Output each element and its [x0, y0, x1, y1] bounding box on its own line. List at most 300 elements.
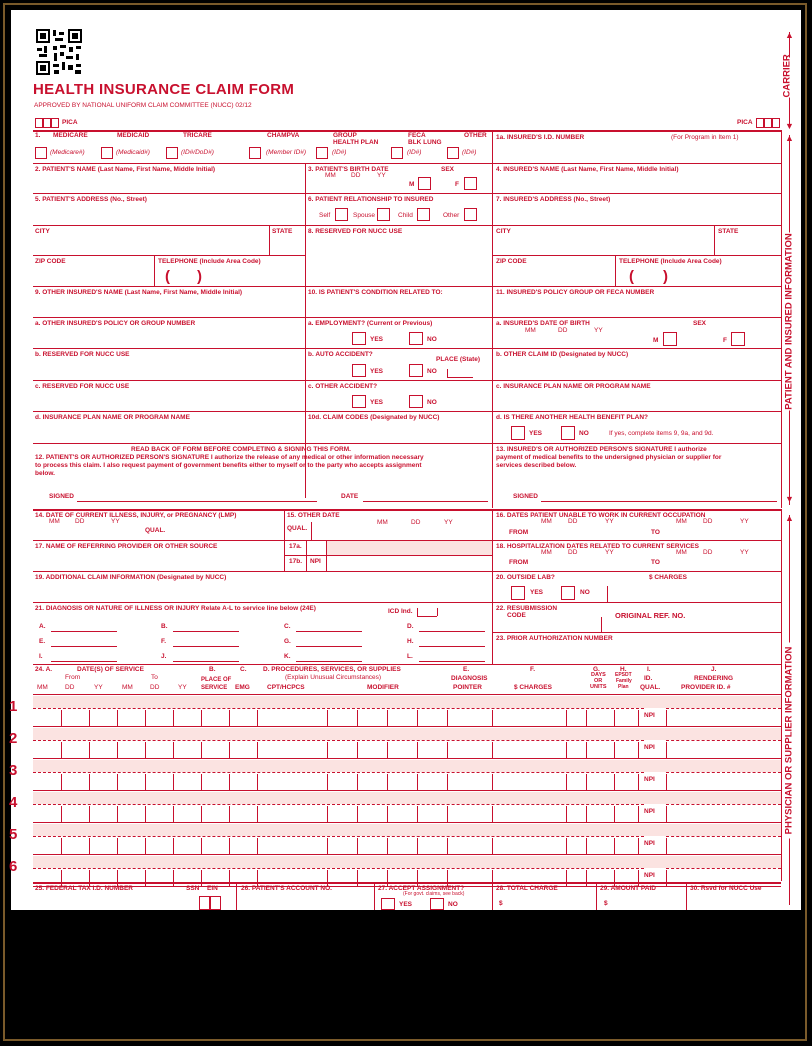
other-plan-yes-checkbox[interactable]	[511, 426, 525, 440]
charges-col-label: $ CHARGES	[514, 684, 552, 691]
service-line-shade	[33, 696, 781, 708]
patient-side-label: PATIENT AND INSURED INFORMATION	[783, 233, 795, 410]
employment-no-checkbox[interactable]	[409, 332, 423, 345]
yy-label: YY	[740, 549, 749, 556]
assign-no-checkbox[interactable]	[430, 898, 444, 910]
amount-paid-label: 29. AMOUNT PAID	[600, 885, 656, 892]
plan-label: Plan	[618, 684, 629, 690]
auto-yes-checkbox[interactable]	[352, 364, 366, 377]
i-label: I.	[647, 666, 651, 673]
rule	[492, 130, 493, 508]
other-label: OTHER	[464, 132, 487, 139]
rule	[173, 870, 174, 886]
rule	[33, 411, 781, 412]
state-label: STATE	[718, 228, 739, 235]
yy-label: YY	[605, 518, 614, 525]
claim-form-page	[11, 10, 801, 910]
rule	[666, 838, 667, 854]
dd-label: DD	[558, 327, 568, 334]
rule	[145, 838, 146, 854]
diag-e-label: E.	[39, 638, 46, 645]
rule	[33, 822, 781, 823]
row-number: 2	[9, 730, 18, 747]
insured-sex-f-checkbox[interactable]	[731, 332, 745, 346]
g-label: G.	[593, 666, 600, 673]
rule	[566, 806, 567, 822]
mm-label: MM	[122, 684, 133, 691]
outside-lab-label: 20. OUTSIDE LAB?	[496, 574, 555, 581]
dd-label: DD	[351, 172, 361, 179]
c-label: C.	[240, 666, 247, 673]
rule	[145, 742, 146, 758]
unable-to-work-label: 16. DATES PATIENT UNABLE TO WORK IN CURRENT OCCUPATION	[496, 512, 706, 519]
rule	[447, 870, 448, 886]
diag-h-input[interactable]	[419, 646, 485, 647]
rule	[638, 838, 639, 854]
diag-l-label: L.	[407, 653, 413, 660]
reserved-8-label: 8. RESERVED FOR NUCC USE	[308, 228, 403, 235]
prior-auth-label: 23. PRIOR AUTHORIZATION NUMBER	[496, 635, 613, 642]
rule	[357, 838, 358, 854]
rule	[586, 742, 587, 758]
rule	[33, 317, 781, 318]
diag-j-label: J.	[161, 653, 167, 660]
mm-label: MM	[525, 327, 536, 334]
rule	[33, 664, 781, 665]
item1-number: 1.	[35, 132, 41, 139]
id-label: ID.	[644, 675, 653, 682]
feca-checkbox[interactable]	[391, 147, 403, 159]
other-checkbox[interactable]	[447, 147, 459, 159]
ein-checkbox[interactable]	[210, 896, 221, 910]
diag-g-label: G.	[284, 638, 291, 645]
yy-label: YY	[605, 549, 614, 556]
arrow-up-icon: ▲	[785, 30, 794, 40]
rule	[447, 710, 448, 726]
diag-b-label: B.	[161, 623, 168, 630]
cpt-label: CPT/HCPCS	[267, 684, 305, 691]
rule	[566, 838, 567, 854]
assign-yes-checkbox[interactable]	[381, 898, 395, 910]
rule	[33, 740, 644, 741]
group-checkbox[interactable]	[316, 147, 328, 159]
other-acc-yes-checkbox[interactable]	[352, 395, 366, 408]
rule	[492, 255, 781, 256]
pica-left-box[interactable]	[35, 118, 43, 128]
rule	[145, 774, 146, 790]
rule	[714, 225, 715, 255]
rule	[666, 742, 667, 758]
yes-label: YES	[370, 336, 384, 343]
17a-label: 17a.	[289, 543, 302, 550]
npi-label: NPI	[644, 872, 655, 879]
rule	[492, 870, 493, 886]
rule	[305, 348, 781, 349]
medicare-checkbox[interactable]	[35, 147, 47, 159]
rule	[387, 774, 388, 790]
federal-tax-label: 25. FEDERAL TAX I.D. NUMBER	[35, 885, 133, 892]
icd-ind-input[interactable]	[417, 616, 437, 617]
rule	[327, 870, 328, 886]
rule	[615, 255, 616, 286]
employment-yes-checkbox[interactable]	[352, 332, 366, 345]
qual-label: QUAL.	[145, 527, 166, 534]
relationship-label: 6. PATIENT RELATIONSHIP TO INSURED	[308, 196, 434, 203]
rule	[145, 710, 146, 726]
emg-label: EMG	[235, 684, 250, 691]
mm-label: MM	[541, 549, 552, 556]
insured-dob-label: a. INSURED'S DATE OF BIRTH	[496, 320, 590, 327]
outside-lab-no-checkbox[interactable]	[561, 586, 575, 600]
zip-label: ZIP CODE	[496, 258, 527, 265]
rule	[357, 710, 358, 726]
additional-claim-label: 19. ADDITIONAL CLAIM INFORMATION (Designated by NUCC)	[35, 574, 227, 581]
telephone-label: TELEPHONE (Include Area Code)	[619, 258, 722, 265]
champva-checkbox[interactable]	[249, 147, 261, 159]
rule	[447, 742, 448, 758]
rule	[638, 742, 639, 758]
dates-of-service-label: DATE(S) OF SERVICE	[77, 666, 144, 673]
outside-lab-yes-checkbox[interactable]	[511, 586, 525, 600]
rule	[447, 369, 448, 377]
mm-label: MM	[37, 684, 48, 691]
rule	[257, 774, 258, 790]
rendering-label: RENDERING	[694, 675, 734, 682]
npi-label: NPI	[644, 840, 655, 847]
diag-c-input[interactable]	[296, 631, 362, 632]
rule	[284, 555, 492, 556]
rule	[417, 742, 418, 758]
arrow-down-icon: ▼	[785, 494, 794, 504]
rule	[173, 774, 174, 790]
rule	[311, 522, 312, 540]
diag-i-input[interactable]	[51, 661, 117, 662]
diag-j-input[interactable]	[173, 661, 239, 662]
rule	[614, 838, 615, 854]
insured-signature-text-3: services described below.	[496, 462, 577, 469]
rule	[614, 870, 615, 886]
yes-label: YES	[399, 901, 413, 908]
signed-label: SIGNED	[513, 493, 538, 500]
rule	[387, 870, 388, 886]
to-label: TO	[651, 559, 660, 566]
rule	[61, 742, 62, 758]
diag-b-input[interactable]	[173, 631, 239, 632]
place-state-input[interactable]	[447, 377, 473, 378]
days-label: DAYS	[591, 672, 606, 678]
rule	[357, 774, 358, 790]
sex-m-checkbox[interactable]	[418, 177, 431, 190]
rule	[257, 870, 258, 886]
spouse-label: Spouse	[353, 212, 376, 219]
rule	[666, 804, 781, 805]
row-number: 3	[9, 762, 18, 779]
rule	[145, 870, 146, 886]
signature-line[interactable]	[77, 501, 317, 502]
from-label: FROM	[509, 529, 529, 536]
modifier-label: MODIFIER	[367, 684, 399, 691]
diag-g-input[interactable]	[296, 646, 362, 647]
npi-label: NPI	[310, 558, 321, 565]
form-title: HEALTH INSURANCE CLAIM FORM	[33, 81, 295, 98]
place-state-label: PLACE (State)	[436, 356, 481, 363]
yy-label: YY	[377, 172, 386, 179]
rule	[666, 710, 667, 726]
diag-l-input[interactable]	[419, 661, 485, 662]
rule	[89, 774, 90, 790]
rule	[201, 774, 202, 790]
rule	[601, 617, 602, 632]
other-plan-no-checkbox[interactable]	[561, 426, 575, 440]
pointer-label: POINTER	[453, 684, 482, 691]
diag-i-label: I.	[39, 653, 43, 660]
rule	[117, 870, 118, 886]
reserved-30-label: 30. Rsvd for NUCC Use	[690, 885, 762, 892]
sex-f-checkbox[interactable]	[464, 177, 477, 190]
rule	[666, 870, 667, 886]
rule	[89, 742, 90, 758]
service-line-shade	[33, 856, 781, 868]
charges-label: $ CHARGES	[649, 574, 687, 581]
yes-label: YES	[370, 368, 384, 375]
child-checkbox[interactable]	[417, 208, 430, 221]
no-label: NO	[427, 399, 437, 406]
rule	[33, 708, 644, 709]
paren-open: (	[629, 268, 634, 285]
pica-left-box[interactable]	[43, 118, 51, 128]
dd-label: DD	[703, 518, 713, 525]
arrow-up-icon: ▲	[785, 133, 794, 143]
physician-side-label: PHYSICIAN OR SUPPLIER INFORMATION	[784, 643, 795, 839]
npi-label: NPI	[644, 712, 655, 719]
mm-label: MM	[676, 549, 687, 556]
family-label: Family	[616, 678, 632, 684]
feca-sub: (ID#)	[407, 149, 422, 156]
dd-label: DD	[150, 684, 160, 691]
plan-name-11c-label: c. INSURANCE PLAN NAME OR PROGRAM NAME	[496, 383, 651, 390]
row-number: 4	[9, 794, 18, 811]
insured-signature-line[interactable]	[541, 501, 777, 502]
rule	[229, 742, 230, 758]
claim-codes-label: 10d. CLAIM CODES (Designated by NUCC)	[308, 414, 440, 421]
account-no-label: 26. PATIENT'S ACCOUNT NO.	[241, 885, 332, 892]
birth-date-label: 3. PATIENT'S BIRTH DATE	[308, 166, 389, 173]
rule	[417, 710, 418, 726]
rule	[201, 710, 202, 726]
diag-a-input[interactable]	[51, 631, 117, 632]
service-line-shade	[33, 728, 781, 740]
employment-label: a. EMPLOYMENT? (Current or Previous)	[308, 320, 433, 327]
accept-assignment-label: 27. ACCEPT ASSIGNMENT?	[378, 885, 465, 892]
paren-close: )	[663, 268, 668, 285]
rule	[89, 710, 90, 726]
rule	[387, 710, 388, 726]
rule	[417, 608, 418, 616]
yes-label: YES	[529, 430, 543, 437]
rule	[154, 255, 155, 286]
rule	[33, 163, 781, 164]
rule	[586, 806, 587, 822]
npi-label: NPI	[644, 744, 655, 751]
approved-line: APPROVED BY NATIONAL UNIFORM CLAIM COMMITTEE (NUCC) 02/12	[34, 102, 252, 109]
rule	[33, 758, 781, 759]
diag-c-label: C.	[284, 623, 291, 630]
rule	[257, 838, 258, 854]
spouse-checkbox[interactable]	[377, 208, 390, 221]
self-checkbox[interactable]	[335, 208, 348, 221]
rule	[387, 806, 388, 822]
reserved-9c-label: c. RESERVED FOR NUCC USE	[35, 383, 130, 390]
city-label: CITY	[35, 228, 50, 235]
to-label: TO	[651, 529, 660, 536]
rule	[229, 774, 230, 790]
pica-right-label: PICA	[737, 119, 753, 126]
rule	[666, 708, 781, 709]
program-label: (For Program in Item 1)	[671, 134, 739, 141]
govt-claims-note: (For govt. claims, see back)	[403, 891, 465, 897]
medicaid-sub: (Medicaid#)	[116, 149, 150, 156]
medicaid-checkbox[interactable]	[101, 147, 113, 159]
dd-label: DD	[411, 519, 421, 526]
rule	[326, 541, 327, 571]
pica-left-box[interactable]	[51, 118, 59, 128]
diag-e-input[interactable]	[51, 646, 117, 647]
date-line[interactable]	[363, 501, 488, 502]
diag-f-input[interactable]	[173, 646, 239, 647]
other-accident-label: c. OTHER ACCIDENT?	[308, 383, 378, 390]
no-label: NO	[579, 430, 589, 437]
diag-k-input[interactable]	[296, 661, 362, 662]
condition-label: 10. IS PATIENT'S CONDITION RELATED TO:	[308, 289, 443, 296]
rule	[117, 838, 118, 854]
auto-no-checkbox[interactable]	[409, 364, 423, 377]
ssn-label: SSN	[186, 885, 200, 892]
rule	[33, 772, 644, 773]
yy-label: YY	[740, 518, 749, 525]
rule	[33, 443, 781, 444]
group-label: GROUP	[333, 132, 357, 139]
insured-address-label: 7. INSURED'S ADDRESS (No., Street)	[496, 196, 611, 203]
rule	[201, 742, 202, 758]
mm-label: MM	[676, 518, 687, 525]
rule	[201, 838, 202, 854]
yy-label: YY	[444, 519, 453, 526]
sex-f-label: F	[723, 337, 727, 344]
rule	[33, 854, 781, 855]
rule	[614, 806, 615, 822]
tricare-label: TRICARE	[183, 132, 212, 139]
other-claim-id-label: b. OTHER CLAIM ID (Designated by NUCC)	[496, 351, 629, 358]
total-charge-label: 28. TOTAL CHARGE	[496, 885, 558, 892]
paren-open: (	[165, 268, 170, 285]
insured-signature-text: 13. INSURED'S OR AUTHORIZED PERSON'S SIGNATURE I authorize	[496, 446, 707, 453]
rule	[33, 804, 644, 805]
medicare-sub: (Medicare#)	[50, 149, 85, 156]
rule	[447, 838, 448, 854]
rule	[33, 694, 781, 695]
rule	[417, 806, 418, 822]
rule	[257, 806, 258, 822]
self-label: Self	[319, 212, 331, 219]
patient-signature-text-2: to process this claim. I also request payment of government benefits either to myself or to the party who accepts assignment	[35, 462, 422, 469]
complete-note: If yes, complete items 9, 9a, and 9d.	[609, 430, 714, 437]
rule	[33, 380, 781, 381]
zip-label: ZIP CODE	[35, 258, 66, 265]
other-policy-label: a. OTHER INSURED'S POLICY OR GROUP NUMBER	[35, 320, 196, 327]
rule	[492, 742, 493, 758]
amount-paid-dollar: $	[604, 900, 608, 907]
from-label: From	[65, 674, 81, 681]
rule	[229, 806, 230, 822]
rule	[492, 509, 493, 664]
rule	[33, 225, 781, 226]
rule	[306, 541, 307, 571]
resubmission-label: 22. RESUBMISSION	[496, 605, 558, 612]
17b-label: 17b.	[289, 558, 303, 565]
rule	[614, 774, 615, 790]
sex-label: SEX	[693, 320, 707, 327]
diag-d-input[interactable]	[419, 631, 485, 632]
rule	[417, 774, 418, 790]
policy-group-label: 11. INSURED'S POLICY GROUP OR FECA NUMBER	[496, 289, 655, 296]
rule	[586, 774, 587, 790]
rule	[173, 806, 174, 822]
other-acc-no-checkbox[interactable]	[409, 395, 423, 408]
rule	[173, 742, 174, 758]
or-label: OR	[594, 678, 603, 684]
rule	[145, 806, 146, 822]
rule	[781, 130, 782, 508]
rule	[666, 868, 781, 869]
ssn-checkbox[interactable]	[199, 896, 210, 910]
rule	[173, 710, 174, 726]
rule	[33, 868, 644, 869]
place-label: PLACE OF	[201, 677, 232, 683]
diag-h-label: H.	[407, 638, 414, 645]
rule	[33, 255, 305, 256]
tricare-checkbox[interactable]	[166, 147, 178, 159]
pica-right-box[interactable]	[756, 118, 764, 128]
other-rel-checkbox[interactable]	[464, 208, 477, 221]
f-label: F.	[530, 666, 536, 673]
rule	[387, 742, 388, 758]
pica-right-box[interactable]	[764, 118, 772, 128]
row-number: 5	[9, 826, 18, 843]
total-charge-dollar: $	[499, 900, 503, 907]
rule	[33, 726, 781, 727]
auto-accident-label: b. AUTO ACCIDENT?	[308, 351, 373, 358]
explain-label: (Explain Unusual Circumstances)	[285, 674, 382, 681]
rule	[586, 838, 587, 854]
pica-right-box[interactable]	[772, 118, 780, 128]
current-illness-label: 14. DATE OF CURRENT ILLNESS, INJURY, or PREGNANCY (LMP)	[35, 512, 237, 519]
rule	[492, 774, 493, 790]
no-label: NO	[427, 336, 437, 343]
paren-close: )	[197, 268, 202, 285]
sex-f-label: F	[455, 181, 459, 188]
dd-label: DD	[568, 549, 578, 556]
yy-label: YY	[94, 684, 103, 691]
e-label: E.	[463, 666, 470, 673]
diagnosis-label: 21. DIAGNOSIS OR NATURE OF ILLNESS OR INJURY Relate A-L to service line below (24E)	[35, 605, 316, 612]
rule	[566, 774, 567, 790]
rule	[327, 838, 328, 854]
insured-sex-m-checkbox[interactable]	[663, 332, 677, 346]
telephone-label: TELEPHONE (Include Area Code)	[158, 258, 261, 265]
service-line-shade	[33, 824, 781, 836]
carrier-side-label: CARRIER	[781, 54, 793, 98]
rule	[257, 710, 258, 726]
